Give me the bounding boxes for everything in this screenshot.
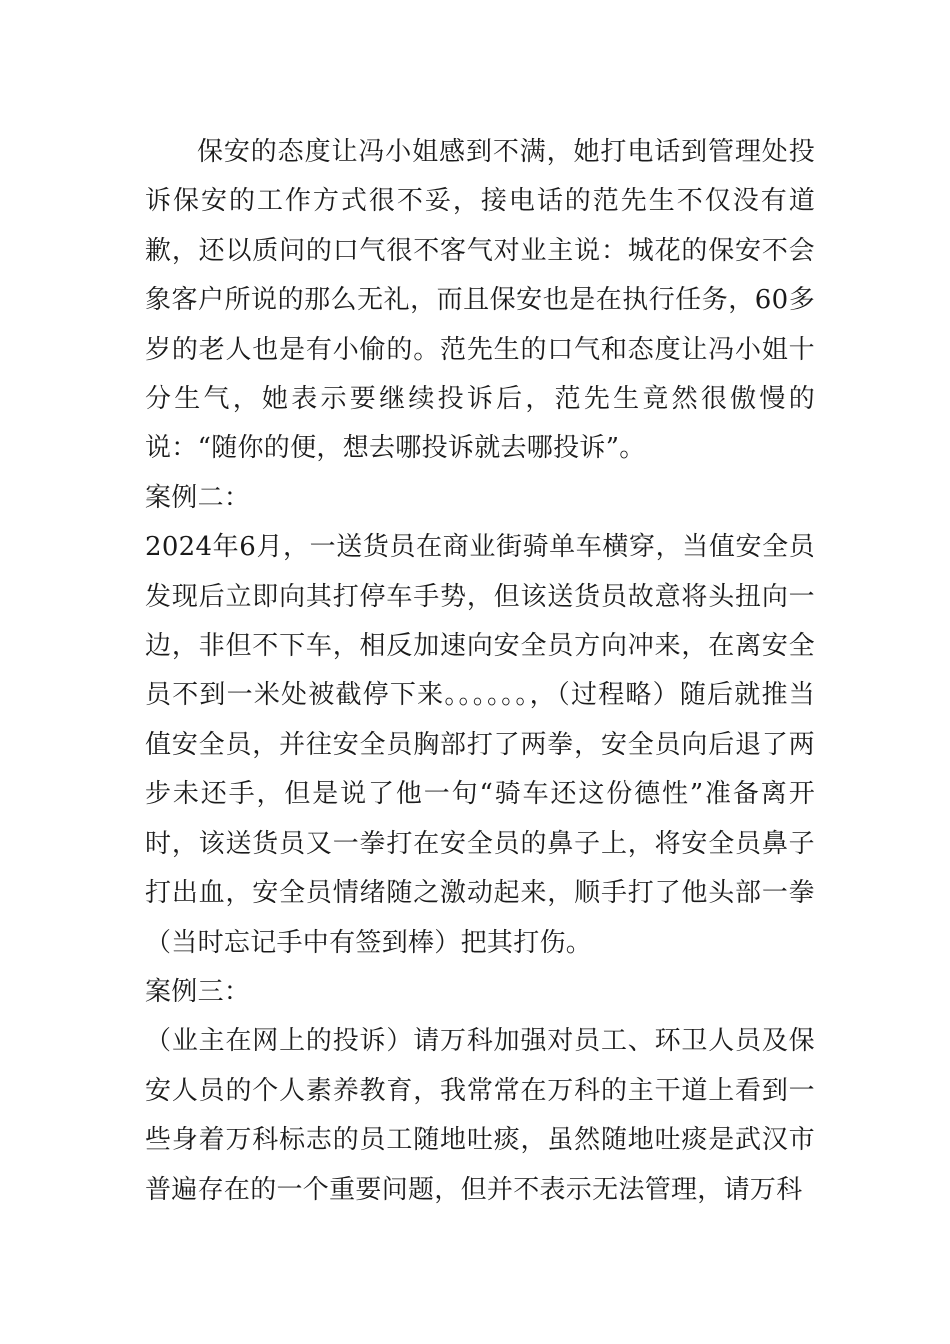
document-body	[145, 128, 815, 1215]
case-3-body: （业主在网上的投诉）请万科加强对员工、环卫人员及保安人员的个人素养教育，我常常在万科的主干道上看到一些身着万科标志的员工随地吐痰，虽然随地吐痰是武汉市普遍存在的一个重要问题，但并不表示无法管理，请万科	[145, 1026, 815, 1205]
case-2-heading: 案例二：	[145, 482, 251, 513]
case-3-heading: 案例三：	[145, 976, 251, 1007]
paragraph-complaint-story: 保安的态度让冯小姐感到不满，她打电话到管理处投诉保安的工作方式很不妥，接电话的范先生不仅没有道歉，还以质问的口气很不客气对业主说：城花的保安不会象客户所说的那么无礼，而且保安也是在执行任务，60多岁的老人也是有小偷的。范先生的口气和态度让冯小姐十分生气，她表示要继续投诉后，范先生竟然很傲慢的说：“随你的便，想去哪投诉就去哪投诉”。	[145, 137, 815, 464]
case-2-body: 2024年6月，一送货员在商业街骑单车横穿，当值安全员发现后立即向其打停车手势，但该送货员故意将头扭向一边，非但不下车，相反加速向安全员方向冲来，在离安全员不到一米处被截停下来。。。。。。，（过程略）随后就推当值安全员，并往安全员胸部打了两拳，安全员向后退了两步未还手，但是说了他一句“骑车还这份德性”准备离开时，该送货员又一拳打在安全员的鼻子上，将安全员鼻子打出血，安全员情绪随之激动起来，顺手打了他头部一拳（当时忘记手中有签到棒）把其打伤。	[145, 532, 815, 958]
